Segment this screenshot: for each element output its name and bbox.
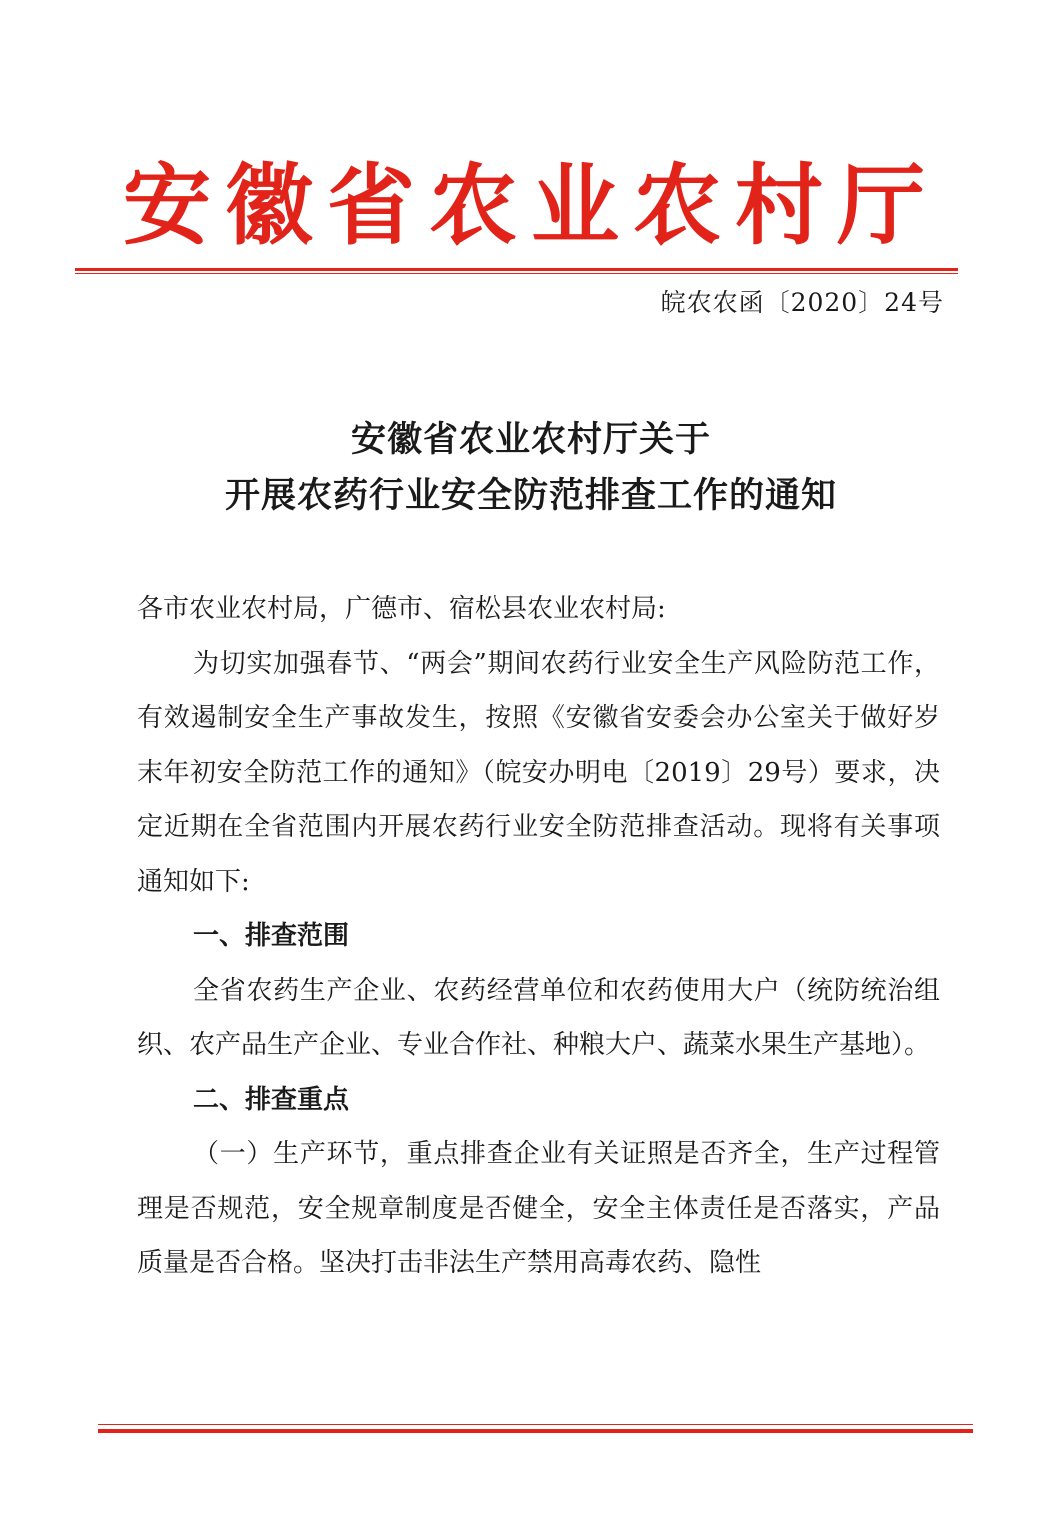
section-1-paragraph: 全省农药生产企业、农药经营单位和农药使用大户（统防统治组织、农产品生产企业、专业合作社、种粮大户、蔬菜水果生产基地）。 <box>137 975 940 1060</box>
header-rule-thin <box>75 273 958 274</box>
document-number: 皖农农函〔2020〕24号 <box>660 288 944 317</box>
document-body <box>137 582 940 1291</box>
section-1-heading: 一、排查范围 <box>193 921 350 951</box>
header-rule-thick <box>75 268 958 271</box>
intro-paragraph: 为切实加强春节、“两会”期间农药行业安全生产风险防范工作，有效遏制安全生产事故发生，按照《安徽省安委会办公室关于做好岁末年初安全防范工作的通知》（皖安办明电〔2019〕29号）要求，决定近期在全省范围内开展农药行业安全防范排查活动。现将有关事项通知如下: <box>137 648 940 897</box>
footer-rule-thin <box>98 1424 973 1425</box>
title-line-2: 开展农药行业安全防范排查工作的通知 <box>224 476 837 516</box>
document-title <box>0 412 1062 524</box>
title-line-1: 安徽省农业农村厅关于 <box>350 420 711 460</box>
section-2-heading: 二、排查重点 <box>193 1084 350 1115</box>
section-2-item-1: （一）生产环节，重点排查企业有关证照是否齐全，生产过程管理是否规范，安全规章制度是否健全，安全主体责任是否落实，产品质量是否合格。坚决打击非法生产禁用高毒农药、隐性 <box>137 1139 940 1278</box>
footer-red-rule <box>98 1424 973 1434</box>
header-red-rule <box>75 268 958 275</box>
agency-masthead: 安徽省农业农村厅 <box>122 153 939 257</box>
footer-rule-thick <box>98 1429 973 1433</box>
salutation: 各市农业农村局，广德市、宿松县农业农村局: <box>137 594 666 624</box>
